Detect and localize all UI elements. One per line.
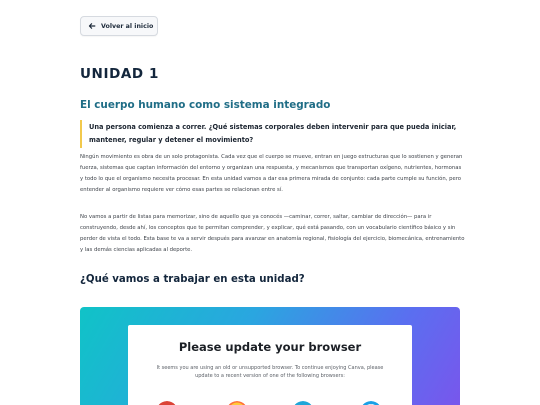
chrome-icon[interactable] (156, 401, 178, 405)
back-to-home-button[interactable] (80, 16, 158, 36)
unit-title: UNIDAD 1 (80, 66, 160, 82)
edge-icon[interactable] (292, 401, 314, 405)
browser-update-title: Please update your browser (178, 340, 362, 354)
safari-icon[interactable] (360, 401, 382, 405)
work-section-title: ¿Qué vamos a trabajar en esta unidad? (80, 274, 305, 285)
intro-paragraph-1: Ningún movimiento es obra de un solo protagonista. Cada vez que el cuerpo se mueve, entran en juego estructuras que lo sostienen y generan fuerza, sistemas que captan información del entorno y organizan una respuesta, y mecanismos que transportan oxígeno, nutrientes, hormonas y todo lo que el organismo necesita procesar. En esta unidad vamos a dar esa primera mirada de conjunto: cada parte cumple su función, pero entender al organismo requiere ver cómo esas partes se relacionan entre sí. (80, 154, 463, 193)
intro-question-callout: Una persona comienza a correr. ¿Qué sistemas corporales deben intervenir para que pueda iniciar, mantener, regular y detener el movimiento? (80, 120, 460, 148)
browser-update-text: It seems you are using an old or unsupported browser. To continue enjoying Canva, please update to a recent version of one of the following browsers: (156, 365, 384, 379)
back-button-label: Volver al inicio (101, 22, 154, 30)
arrow-left-icon (88, 22, 96, 30)
section-title: El cuerpo humano como sistema integrado (80, 99, 331, 111)
intro-paragraph-2: No vamos a partir de listas para memorizar, sino de aquello que ya conocés —caminar, correr, saltar, cambiar de dirección— para ir construyendo, desde ahí, los conceptos que te permitan comprender, y explicar, qué está pasando, con un vocabulario científico básico y sin perder de vista el todo. Esta base te va a servir después para avanzar en anatomía regional, fisiología del ejercicio, biomecánica, entrenamiento y las demás ciencias aplicadas al deporte. (80, 214, 465, 253)
browser-update-card (128, 325, 412, 405)
canva-embed[interactable] (80, 307, 460, 405)
firefox-icon[interactable] (226, 401, 248, 405)
